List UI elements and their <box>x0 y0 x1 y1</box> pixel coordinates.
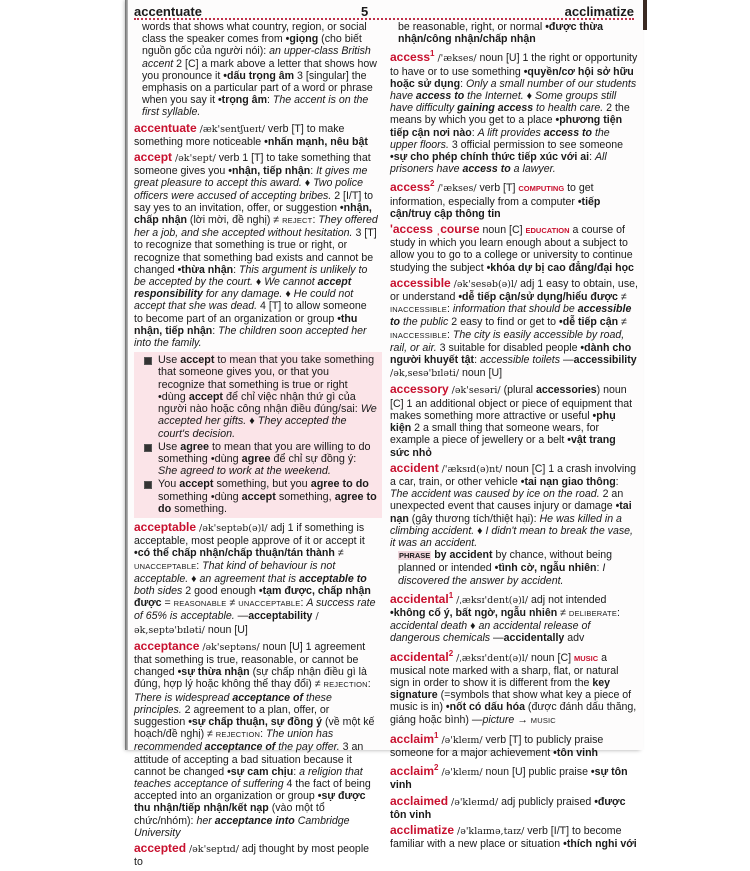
definition-text: (được đánh dấu thăng, giáng hoặc bình) — <box>390 701 637 726</box>
punct: : <box>596 562 603 575</box>
entry-access-2 <box>390 178 638 220</box>
example-text: both sides <box>134 584 183 597</box>
definition-text: (plural <box>500 384 536 397</box>
derived-word: accessibility <box>573 354 637 367</box>
definition-text: 3 an attitude of accepting a bad situation because it cannot be changed <box>134 741 364 778</box>
example-text: A success rate of 65% is acceptable. <box>134 597 376 623</box>
vietnamese-gloss: •sự cam chịu <box>227 765 294 778</box>
keyword: accept <box>188 390 224 403</box>
definition-text: adj publicly praised <box>498 795 595 808</box>
example-text: accidental death ♦ an accidental release of dangerous chemicals <box>390 620 591 645</box>
bullet-square-icon <box>144 481 152 489</box>
note-text: something. <box>171 502 228 515</box>
headword-text: accidental <box>390 649 449 664</box>
definition-text: 3 [singular] the emphasis on a particular part of a word or phrase when you say it <box>142 69 373 107</box>
definition-text: 2 a small thing that someone wears, for example a piece of jewellery or a belt <box>390 422 600 447</box>
punct: : <box>233 263 240 276</box>
pronunciation: /ək'sesəri/ <box>451 385 501 397</box>
entry-acceptable <box>134 521 378 637</box>
collocation: gaining access <box>457 102 534 115</box>
pronunciation: /ə'kleɪm/ <box>441 767 483 779</box>
definition-text: adj thought by most people to <box>134 843 370 869</box>
definition-text: a course of study in which you learn enough about a subject to allow you to go to a college or university to continue studying the subject <box>390 224 633 274</box>
example-text: accessible toilets <box>479 354 561 367</box>
subject-label: MUSIC <box>573 653 599 663</box>
definition-text: ) noun [C] 1 an additional object or piece of equipment that makes something more attractive or useful <box>390 384 633 422</box>
example-text: She agreed to work at the weekend. <box>158 465 331 478</box>
example-text: these principles. <box>134 691 332 716</box>
note-text: Use <box>158 440 181 453</box>
example-text: We accepted her gifts. ♦ They accepted the court's decision. <box>158 403 377 440</box>
example-text: a religion that teaches acceptance of suffering <box>134 765 363 790</box>
phrase: by accident <box>431 549 493 562</box>
pronunciation: /ək'septəb(ə)l/ <box>199 522 268 534</box>
example-text: The accident was caused by ice on the road. <box>390 488 600 501</box>
collocation: access to <box>462 163 511 176</box>
headword <box>390 592 453 606</box>
definition-text: 2 easy to find or get to <box>448 316 560 329</box>
keyword: agree <box>180 440 210 453</box>
definition-text: adv <box>564 632 585 645</box>
definition-text: 2 the means by which you get to a place <box>390 102 630 127</box>
example-text: He was killed in a climbing accident. ♦ I didn't mean to break the vase, it was an accident. <box>390 512 633 549</box>
punct: : <box>615 475 619 488</box>
left-column <box>134 21 378 871</box>
collocation: access to <box>415 90 465 103</box>
punct: : <box>447 328 453 341</box>
vietnamese-gloss: •sự tôn vinh <box>390 766 628 792</box>
example-text: A lift provides <box>477 126 544 139</box>
punct: : <box>367 678 371 691</box>
vietnamese-gloss: •dễ tiếp cận <box>559 316 619 329</box>
headword <box>390 180 435 194</box>
definition-text: noun [U] <box>204 623 248 636</box>
entry-acclaimed <box>390 795 638 821</box>
headword: accessible <box>390 275 451 290</box>
definition-text: 2 [C] a mark above a letter that shows how you pronounce it <box>142 57 377 82</box>
entry-accept <box>134 151 378 518</box>
entry-accepted-continued <box>390 21 638 45</box>
collocation: acceptance into <box>214 814 295 827</box>
collocation: accessible to <box>390 303 632 329</box>
opposite-label: REJECTION <box>215 730 261 740</box>
pronunciation: /ə'kleɪm/ <box>441 734 483 746</box>
headword-text: access <box>390 50 431 65</box>
punct: : <box>293 765 300 778</box>
punct: — <box>560 354 574 367</box>
example-text: That kind of behaviour is not acceptable. ♦ an agreement that is <box>134 559 336 585</box>
vietnamese-gloss: •tình cờ, ngẫu nhiên <box>494 562 597 575</box>
bullet-square-icon <box>144 444 152 452</box>
definition-text: (vào một tổ chức/nhóm): <box>134 802 325 827</box>
entry-acclaim-2 <box>390 762 638 791</box>
definition-text: 3 suitable for disabled people <box>436 341 581 354</box>
headword <box>390 732 439 746</box>
example-text: The accent is on the first syllable. <box>142 94 369 119</box>
note-text: something, but you <box>213 478 311 491</box>
definition-text: adj 1 if something is acceptable, most people approve of it or accept it <box>134 521 365 548</box>
definition-text: (cho biết nguồn gốc của người nói): <box>142 33 362 58</box>
collocation: acceptance of <box>204 741 276 754</box>
pronunciation: /ək'sesəb(ə)l/ <box>453 278 518 290</box>
entry-acclimatize <box>390 824 638 850</box>
usage-note-box <box>134 352 382 518</box>
example-text: her <box>196 814 215 827</box>
vietnamese-gloss: •dành cho người khuyết tật <box>390 341 632 367</box>
vietnamese-gloss: •nhấn mạnh, nêu bật <box>264 135 368 148</box>
vietnamese-gloss: •phụ kiện <box>390 409 616 435</box>
punct: : <box>300 597 307 610</box>
vietnamese-gloss: •tạm được, chấp nhận được <box>134 584 371 610</box>
dictionary-page <box>128 0 643 869</box>
vietnamese-gloss: •được tôn vinh <box>390 795 626 821</box>
example-text: I discovered the answer by accident. <box>398 562 606 587</box>
definition-text: (gây thương tích/thiệt hại): <box>408 512 540 525</box>
example-text: The city is easily accessible by road, rail, or air. <box>390 328 625 354</box>
example-text: to health care. <box>533 102 604 115</box>
definition-text: 3 [T] to recognize that something is true or right, or recognize that something bad exists and cannot be changed <box>134 227 377 276</box>
example-text: Only a small number of our students have <box>390 77 637 103</box>
vietnamese-gloss: •thu nhận, tiếp nhận <box>134 312 358 337</box>
definition-text: be reasonable, right, or normal <box>398 21 546 33</box>
entry-access-1 <box>390 48 638 175</box>
definition-text: adj not intended <box>528 593 607 606</box>
vietnamese-gloss: •nốt có dấu hóa <box>445 701 525 714</box>
vietnamese-gloss: •dấu trọng âm <box>223 69 295 82</box>
pronunciation: /æk'sentʃueɪt/ <box>199 123 265 135</box>
headword <box>390 50 435 64</box>
pronunciation: /ˌæksɪ'dent(ə)l/ <box>456 594 529 606</box>
homograph-number: 1 <box>448 590 454 600</box>
keyword: agree to do <box>158 490 377 515</box>
opposite-label: REJECTION <box>323 680 368 690</box>
pronunciation: /ək,sesə'bɪləti/ <box>390 368 460 380</box>
punct: : <box>474 354 480 367</box>
derived-word: acceptability <box>248 610 313 623</box>
punct: ≠ <box>618 316 627 329</box>
headword: acclimatize <box>390 822 455 837</box>
example-text: This argument is unlikely to be accepted by the court. ♦ We cannot <box>134 263 368 289</box>
vietnamese-gloss: •sự thừa nhận <box>177 666 250 679</box>
note-text: •dùng <box>210 490 242 503</box>
punct: : <box>447 303 453 316</box>
punct: — <box>490 632 504 645</box>
homograph-number: 2 <box>430 179 435 189</box>
punct: ≠ <box>557 606 569 619</box>
headword: acclaimed <box>390 793 449 808</box>
punct: = <box>161 597 174 610</box>
vietnamese-gloss: •thừa nhận <box>177 263 234 276</box>
entry-accessible <box>390 277 638 381</box>
definition-text: noun [C] <box>528 651 574 664</box>
headword: accentuate <box>134 120 197 135</box>
definition-text: 2 agreement to a plan, offer, or suggestion <box>134 703 330 728</box>
derived-word: accidentally <box>503 632 565 645</box>
homograph-number: 1 <box>430 49 435 59</box>
opposite-label: REJECT <box>282 216 313 226</box>
headword: acceptance <box>134 638 200 653</box>
note-text: •dùng <box>158 390 189 403</box>
headword: accident <box>390 460 439 475</box>
entry-acclaim-1 <box>390 730 638 759</box>
arrow-icon: → <box>514 713 531 726</box>
definition-text: noun [U] 1 agreement that something is true, reasonable, or cannot be changed <box>134 640 366 679</box>
vietnamese-gloss: •dễ tiếp cận/sử dụng/hiểu được <box>458 291 618 304</box>
right-column <box>390 21 638 853</box>
plural-form: accessories <box>535 384 597 397</box>
vietnamese-gloss: •sự cho phép chính thức tiếp xúc với ai <box>390 151 590 164</box>
vietnamese-gloss: •nhận, chấp nhận <box>134 201 372 227</box>
headword-text: acclaim <box>390 764 435 779</box>
opposite-label: UNACCEPTABLE <box>238 599 301 609</box>
keyword: accept <box>179 478 214 491</box>
vietnamese-gloss: •vật trang sức nhỏ <box>390 434 616 459</box>
note-text: to mean that you take something that someone gives you, or that you recognize that something is true or right <box>158 354 375 391</box>
collocation: access to <box>543 126 593 139</box>
headword-text: access <box>390 180 431 195</box>
punct: ≠ <box>334 547 344 560</box>
keyword: agree to do <box>310 478 369 491</box>
keyword: accept <box>180 354 215 367</box>
homograph-number: 2 <box>434 763 439 773</box>
punct: : <box>471 126 478 139</box>
pronunciation: /ək'sept/ <box>174 153 216 165</box>
note-text: để chỉ sự đồng ý: <box>270 452 357 465</box>
punct: ≠ <box>617 291 627 304</box>
vietnamese-gloss: •không cố ý, bất ngờ, ngẫu nhiên <box>390 606 558 619</box>
vietnamese-gloss: •có thể chấp nhận/chấp thuận/tán thành <box>134 547 335 560</box>
punct: : <box>312 214 319 227</box>
usage-note <box>144 441 378 478</box>
pronunciation: /'ækses/ <box>437 183 477 195</box>
vietnamese-gloss: •quyền/cơ hội sở hữu hoặc sử dụng <box>390 65 634 90</box>
definition-text: verb 1 [T] to take something that someone gives you <box>134 152 371 178</box>
note-text: Use <box>158 354 181 367</box>
entry-access-course <box>390 223 638 274</box>
opposite-label: DELIBERATE <box>568 608 618 618</box>
usage-note <box>144 478 378 515</box>
note-text: •dùng <box>210 452 242 465</box>
vietnamese-gloss: •nhận, tiếp nhận <box>228 165 311 178</box>
pronunciation: /'ækses/ <box>437 53 477 65</box>
example-text: for any damage. ♦ He could not accept that she was dead. <box>134 288 354 313</box>
headword: accept <box>134 150 173 165</box>
definition-text: 3 official permission to see someone <box>448 138 623 151</box>
collocation: acceptable to <box>299 572 367 585</box>
guide-word-left: accentuate <box>134 4 202 19</box>
punct: : <box>310 165 317 178</box>
example-text: the upper floors. <box>390 126 610 151</box>
guide-word-right: acclimatize <box>564 4 634 19</box>
headword-text: accidental <box>390 591 449 606</box>
vietnamese-gloss: •được thừa nhận/công nhận/chấp nhận <box>398 21 603 46</box>
note-text: something, <box>275 490 335 503</box>
vietnamese-gloss: •tôn vinh <box>553 746 599 759</box>
entry-acceptance <box>134 640 378 839</box>
note-text: something <box>158 490 211 503</box>
opposite-label: INACCESSIBLE <box>390 330 448 340</box>
definition-text: (lời mời, đề nghị) ≠ <box>186 214 283 227</box>
definition-text: words that shows what country, region, or social class the speaker comes from <box>142 21 367 46</box>
definition-text: noun [U] 1 the right or opportunity to have or to use something <box>390 52 638 78</box>
definition-text: 2 an unexpected event that causes injury or damage <box>390 488 624 513</box>
definition-text: a musical note marked with a sharp, flat, or natural sign in order to show it is different from the <box>390 651 619 689</box>
headword: accepted <box>134 841 187 855</box>
pronunciation: /'æksɪd(ə)nt/ <box>441 463 503 475</box>
example-text: the public <box>400 316 449 329</box>
definition-text: noun [C] 1 a crash involving a car, train, or other vehicle <box>390 462 636 488</box>
key-term: key signature <box>390 676 611 702</box>
example-text: the pay offer. <box>275 741 340 754</box>
punct: — <box>234 610 249 623</box>
entry-accepted <box>134 842 378 868</box>
definition-text: verb [T] to make something more noticeable <box>134 122 345 148</box>
vietnamese-gloss: •giọng <box>285 33 319 46</box>
pronunciation: /ˌæksɪ'dent(ə)l/ <box>456 652 529 664</box>
punct: : <box>212 324 219 337</box>
bullet-square-icon <box>144 357 152 365</box>
pronunciation: /ək'septɪd/ <box>188 844 239 855</box>
punct: : <box>589 151 595 164</box>
usage-note <box>144 354 378 439</box>
example-text: Cambridge University <box>134 814 350 839</box>
punct: : <box>196 559 203 572</box>
example-text: It gives me great pleasure to accept this award. ♦ Two police officers were accused of accepting bribes. <box>134 165 368 202</box>
subject-label: COMPUTING <box>518 184 565 194</box>
cross-reference: MUSIC <box>530 715 556 725</box>
note-text: để chỉ việc nhận thứ gì của người nào hoặc công nhận điều đúng/sai: <box>158 390 361 416</box>
vietnamese-gloss: •tai nạn giao thông <box>520 475 616 488</box>
entry-accidental-2 <box>390 648 638 727</box>
entry-accident <box>390 462 638 587</box>
pronunciation: /ə'klaɪmə,taɪz/ <box>457 825 525 837</box>
note-text: You <box>158 478 180 491</box>
opposite-label: UNACCEPTABLE <box>134 561 197 571</box>
definition-text: (về một kế hoạch/đề nghị) ≠ <box>134 715 375 741</box>
punct: : <box>267 94 273 107</box>
pronunciation: /ək,septə'bɪləti/ <box>134 611 319 636</box>
definition-text: to get information, especially from a computer <box>390 182 594 208</box>
headword-text: acclaim <box>390 731 435 746</box>
note-text: to mean that you are willing to do something <box>158 440 371 465</box>
definition-text: (=symbols that show what key a piece of music is in) <box>390 689 632 714</box>
picture-reference: picture <box>482 713 515 726</box>
headword: 'access ˌcourse <box>390 222 480 237</box>
definition-text: verb [I/T] to become familiar with a new place or situation <box>390 824 622 851</box>
keyword: agree <box>241 452 271 465</box>
headword <box>390 650 453 664</box>
vietnamese-gloss: •sự chấp thuận, sự đồng ý <box>188 715 323 728</box>
vietnamese-gloss: •phương tiện tiếp cận nơi nào <box>390 114 623 139</box>
vietnamese-gloss: •tai nạn <box>390 500 632 525</box>
opposite-label: INACCESSIBLE <box>390 305 448 315</box>
definition-text: noun [U] public praise <box>482 766 591 779</box>
example-text: There is widespread <box>134 691 233 704</box>
punct: : <box>460 77 466 90</box>
entry-accent-continued <box>134 21 378 119</box>
definition-text: (sự chấp nhận điều gì là đúng, hợp lý hoặc không thể thay đổi) ≠ <box>134 666 367 691</box>
definition-text: by chance, without being planned or intended <box>398 549 613 575</box>
definition-text: 2 good enough <box>182 584 259 597</box>
entry-accidental-1 <box>390 590 638 645</box>
headword: acceptable <box>134 519 197 534</box>
homograph-number: 2 <box>448 648 454 658</box>
entry-accessory <box>390 383 638 458</box>
vietnamese-gloss: •trọng âm <box>217 94 267 107</box>
page-number: 5 <box>361 4 369 19</box>
definition-text: noun [U] <box>459 367 503 380</box>
collocation: accept responsibility <box>134 276 352 301</box>
definition-text: verb [T] to publicly praise someone for a major achievement <box>390 733 604 759</box>
example-text: a lawyer. <box>510 163 556 176</box>
keyword: accept <box>241 490 276 503</box>
punct: ≠ <box>226 597 239 610</box>
subject-label: EDUCATION <box>525 226 570 236</box>
definition-text: adj 1 easy to obtain, use, or understand <box>390 277 638 304</box>
synonym-label: REASONABLE <box>173 599 227 609</box>
definition-text: 4 [T] to allow someone to become part of an organization or group <box>134 300 367 325</box>
entry-accentuate <box>134 122 378 148</box>
example-text: the Internet. ♦ Some groups still have difficulty <box>390 90 617 115</box>
collocation: acceptance of <box>232 691 303 704</box>
definition-text: verb [T] <box>476 182 519 195</box>
vietnamese-gloss: •tiếp cận/truy cập thông tin <box>390 195 601 220</box>
vietnamese-gloss: •thích nghi với <box>563 838 637 851</box>
headword: accessory <box>390 382 449 397</box>
example-text: All prisoners have <box>390 151 607 176</box>
pronunciation: /ək'septəns/ <box>202 641 260 653</box>
definition-text: 2 [I/T] to say yes to an invitation, offer, or suggestion <box>134 189 374 214</box>
definition-text: noun [C] <box>479 224 526 237</box>
pronunciation: /ə'kleɪmd/ <box>451 796 499 808</box>
headword <box>390 764 439 778</box>
punct: : <box>617 606 620 619</box>
punct: : <box>260 728 266 741</box>
homograph-number: 1 <box>434 730 439 740</box>
phrase-label: PHRASE <box>399 551 431 561</box>
example-text: The union has recommended <box>134 728 334 754</box>
vietnamese-gloss: •sự được thu nhận/tiếp nhận/kết nạp <box>134 790 366 815</box>
example-text: They offered her a job, and she accepted without hesitation. <box>134 214 378 240</box>
example-text: an upper-class British accent <box>142 45 371 70</box>
example-text: information that should be <box>452 303 578 316</box>
vietnamese-gloss: •khóa dự bị cao đẳng/đại học <box>486 261 634 274</box>
definition-text: 4 the fact of being accepted into an organization or group <box>134 777 371 803</box>
example-text: The children soon accepted her into the family. <box>134 324 367 350</box>
